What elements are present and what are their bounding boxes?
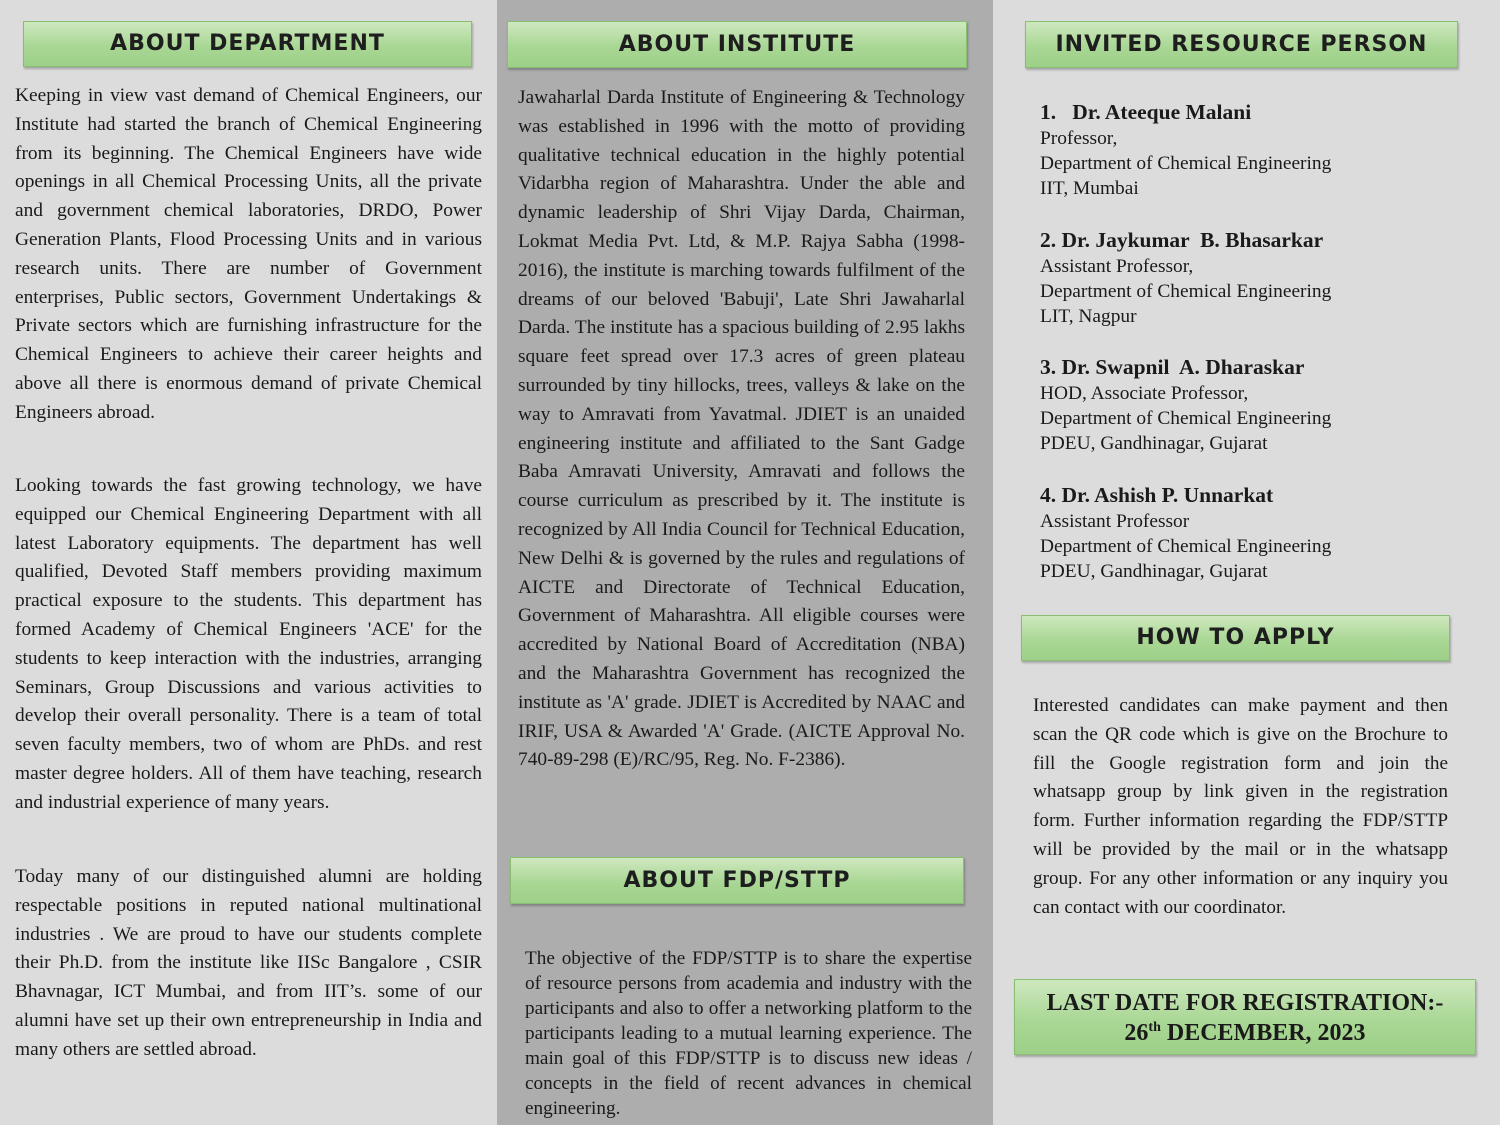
resource-person-department: Department of Chemical Engineering (1040, 281, 1332, 302)
resource-person-institute: PDEU, Gandhinagar, Gujarat (1040, 433, 1268, 454)
about-institute-heading: ABOUT INSTITUTE (507, 21, 967, 68)
last-date-value (1015, 1018, 1475, 1048)
how-to-apply-paragraph: Interested candidates can make payment and then scan the QR code which is give on the Brochure to fill the Google registration form and join the whatsapp group by link given in the registration form. Further information regarding the FDP/STTP will be provided by the mail or in the whatsapp group. For any other information or any inquiry you can contact with our coordinator. (1033, 695, 1448, 918)
last-date-ordinal: th (1148, 1020, 1161, 1035)
resource-person-designation: Professor, (1040, 128, 1118, 149)
resource-person-designation: Assistant Professor (1040, 511, 1190, 532)
resource-person-name: 3. Dr. Swapnil A. Dharaskar (1040, 355, 1305, 379)
resource-person-designation: Assistant Professor, (1040, 256, 1194, 277)
last-date-month-year: DECEMBER, 2023 (1160, 1020, 1366, 1046)
how-to-apply-heading: HOW TO APPLY (1021, 615, 1450, 661)
resource-person-2 (1040, 226, 1460, 329)
resource-person-department: Department of Chemical Engineering (1040, 408, 1332, 429)
resource-person-institute: PDEU, Gandhinagar, Gujarat (1040, 561, 1268, 582)
about-institute-paragraph: Jawaharlal Darda Institute of Engineering & Technology was established in 1996 with the motto of providing qualitative technical education in the highly potential Vidarbha region of Maharashtra. Under the able and dynamic leadership of Shri Vijay Darda, Chairman, Lokmat Media Pvt. Ltd, & M.P. Rajya Sabha (1998-2016), the institute is marching towards fulfilment of the dreams of our beloved 'Babuji', Late Shri Jawaharlal Darda. The institute has a spacious building of 2.95 lakhs square feet spread over 17.3 acres of green plateau surrounded by tiny hillocks, trees, valleys & lake on the way to Amravati from Yavatmal. JDIET is an unaided engineering institute and affiliated to the Sant Gadge Baba Amravati University, Amravati and follows the course curriculum as prescribed by it. The institute is recognized by All India Council for Technical Education, New Delhi & is governed by the rules and regulations of AICTE and Directorate of Technical Education, Government of Maharashtra. All eligible courses were accredited by National Board of Accreditation (NBA) and the Maharashtra Government has recognized the institute as 'A' grade. JDIET is Accredited by NAAC and IRIF, USA & Awarded 'A' Grade. (AICTE Approval No. 740-89-298 (E)/RC/95, Reg. No. F-2386). (518, 87, 965, 771)
resource-person-institute: LIT, Nagpur (1040, 306, 1137, 327)
last-date-label: LAST DATE FOR REGISTRATION:- (1046, 990, 1444, 1016)
last-date-day: 26 (1124, 1020, 1149, 1046)
about-department-paragraph-1: Keeping in view vast demand of Chemical Engineers, our Institute had started the branch of Chemical Engineering from its beginning. The Chemical Engineers have wide openings in all Chemical Processing Units, all the private and government chemical laboratories, DRDO, Power Generation Plants, Flood Processing Units and in various research units. There are number of Government enterprises, Public sectors, Government Undertakings & Private sectors which are furnishing infrastructure for the Chemical Engineers to achieve their career heights and above all there is enormous demand of private Chemical Engineers abroad. (15, 85, 482, 423)
resource-person-name: 1. Dr. Ateeque Malani (1040, 100, 1252, 124)
resource-person-name: 4. Dr. Ashish P. Unnarkat (1040, 483, 1274, 507)
resource-person-designation: HOD, Associate Professor, (1040, 383, 1249, 404)
about-department-paragraph-2: Looking towards the fast growing technology, we have equipped our Chemical Engineering Department with all latest Laboratory equipments. The department has well qualified, Devoted Staff members providing maximum practical exposure to the students. This department has formed Academy of Chemical Engineers 'ACE' for the students to keep interaction with the industries, arranging Seminars, Group Discussions and various activities to develop their overall personality. There is a team of total seven faculty members, two of whom are PhDs. and rest master degree holders. All of them have teaching, research and industrial experience of many years. (15, 475, 482, 813)
about-department-heading: ABOUT DEPARTMENT (23, 21, 472, 67)
about-fdp-paragraph: The objective of the FDP/STTP is to share the expertise of resource persons from academia and industry with the participants and also to offer a networking platform to the participants leading to a mutual learning experience. The main goal of this FDP/STTP is to discuss new ideas / concepts in the field of recent advances in chemical engineering. (525, 948, 972, 1119)
resource-person-heading: INVITED RESOURCE PERSON (1025, 21, 1458, 68)
about-fdp-heading: ABOUT FDP/STTP (510, 857, 964, 904)
last-date-banner (1014, 979, 1476, 1055)
resource-person-3 (1040, 353, 1460, 456)
resource-person-institute: IIT, Mumbai (1040, 178, 1139, 199)
resource-person-4 (1040, 481, 1460, 584)
resource-person-department: Department of Chemical Engineering (1040, 153, 1332, 174)
resource-person-name: 2. Dr. Jaykumar B. Bhasarkar (1040, 228, 1324, 252)
about-department-paragraph-3: Today many of our distinguished alumni are holding respectable positions in reputed national multinational industries . We are proud to have our students complete their Ph.D. from the institute like IISc Bangalore , CSIR Bhavnagar, ICT Mumbai, and from IIT’s. some of our alumni have set up their own entrepreneurship in India and many others are settled abroad. (15, 866, 482, 1060)
resource-person-department: Department of Chemical Engineering (1040, 536, 1332, 557)
resource-person-1 (1040, 98, 1460, 201)
